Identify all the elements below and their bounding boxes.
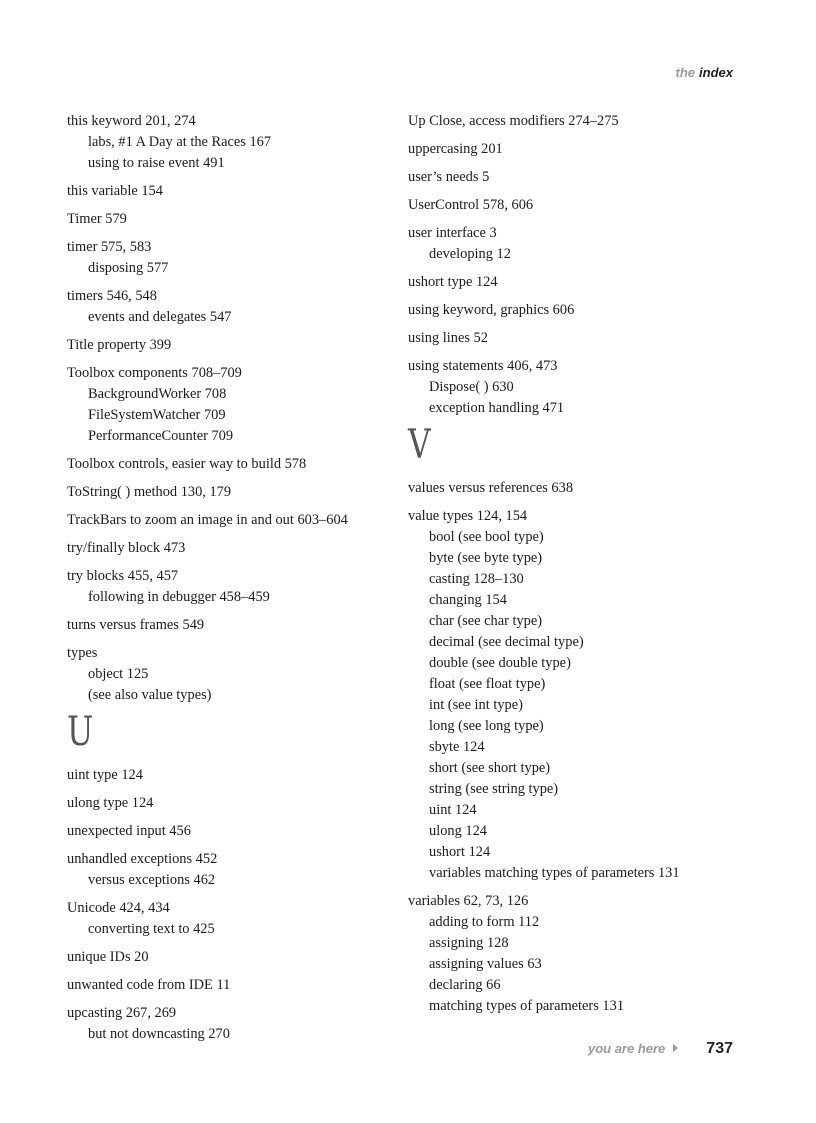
index-subentry: assigning 128 bbox=[429, 935, 509, 951]
index-entry bbox=[67, 538, 387, 559]
index-term: UserControl 578, 606 bbox=[408, 197, 534, 213]
index-term: value types 124, 154 bbox=[408, 508, 528, 524]
index-entry bbox=[67, 237, 387, 279]
index-term: try blocks 455, 457 bbox=[67, 568, 179, 584]
index-subentry: byte (see byte type) bbox=[429, 550, 543, 566]
index-term: TrackBars to zoom an image in and out 603–604 bbox=[67, 512, 348, 528]
section-letter: U bbox=[67, 709, 94, 755]
index-subentry: assigning values 63 bbox=[429, 956, 542, 972]
index-term: this keyword 201, 274 bbox=[67, 113, 196, 129]
index-entry bbox=[67, 363, 387, 447]
index-entry bbox=[67, 947, 387, 968]
index-term: using lines 52 bbox=[408, 330, 488, 346]
index-subentry: disposing 577 bbox=[88, 260, 169, 276]
index-subentry: versus exceptions 462 bbox=[88, 872, 216, 888]
index-subentry: Dispose( ) 630 bbox=[429, 379, 514, 395]
index-entry bbox=[67, 181, 387, 202]
index-entry bbox=[67, 898, 387, 940]
index-subentry: FileSystemWatcher 709 bbox=[88, 407, 226, 423]
index-entry bbox=[67, 335, 387, 356]
index-term: upcasting 267, 269 bbox=[67, 1005, 177, 1021]
index-subentry: uint 124 bbox=[429, 802, 477, 818]
index-term: timers 546, 548 bbox=[67, 288, 157, 304]
index-subentry: int (see int type) bbox=[429, 697, 523, 713]
index-subentry: PerformanceCounter 709 bbox=[88, 428, 234, 444]
index-subentry: changing 154 bbox=[429, 592, 507, 608]
index-entry bbox=[408, 891, 748, 1017]
index-entry bbox=[408, 506, 748, 884]
index-entry bbox=[408, 167, 748, 188]
index-entry bbox=[67, 454, 387, 475]
index-column-right bbox=[408, 111, 748, 1024]
index-subentry: declaring 66 bbox=[429, 977, 501, 993]
index-subentry: char (see char type) bbox=[429, 613, 543, 629]
index-entry bbox=[408, 300, 748, 321]
running-header bbox=[676, 65, 733, 80]
index-subentry: sbyte 124 bbox=[429, 739, 485, 755]
index-subentry: ulong 124 bbox=[429, 823, 487, 839]
index-entry bbox=[408, 139, 748, 160]
index-subentry: using to raise event 491 bbox=[88, 155, 225, 171]
index-entry bbox=[408, 195, 748, 216]
index-subentry: short (see short type) bbox=[429, 760, 551, 776]
index-term: this variable 154 bbox=[67, 183, 163, 199]
index-subentry: string (see string type) bbox=[429, 781, 559, 797]
index-entry bbox=[67, 849, 387, 891]
header-the: the bbox=[675, 65, 696, 80]
index-subentry: casting 128–130 bbox=[429, 571, 524, 587]
index-term: Up Close, access modifiers 274–275 bbox=[408, 113, 619, 129]
index-subentry: ushort 124 bbox=[429, 844, 491, 860]
you-are-here-label: you are here bbox=[587, 1041, 666, 1056]
index-entry bbox=[67, 793, 387, 814]
index-term: ushort type 124 bbox=[408, 274, 498, 290]
index-term: ulong type 124 bbox=[67, 795, 154, 811]
index-term: Toolbox components 708–709 bbox=[67, 365, 242, 381]
index-term: user’s needs 5 bbox=[408, 169, 490, 185]
index-term: Toolbox controls, easier way to build 578 bbox=[67, 456, 307, 472]
index-term: Unicode 424, 434 bbox=[67, 900, 170, 916]
page-number: 737 bbox=[706, 1040, 733, 1057]
index-column-left bbox=[67, 111, 387, 1052]
page-footer bbox=[588, 1040, 733, 1058]
index-entry bbox=[408, 272, 748, 293]
index-subentry: labs, #1 A Day at the Races 167 bbox=[88, 134, 272, 150]
arrow-right-icon bbox=[673, 1044, 678, 1052]
index-term: try/finally block 473 bbox=[67, 540, 186, 556]
index-entry bbox=[67, 111, 387, 174]
index-subentry: but not downcasting 270 bbox=[88, 1026, 230, 1042]
index-entry bbox=[67, 615, 387, 636]
index-subentry: BackgroundWorker 708 bbox=[88, 386, 227, 402]
index-term: timer 575, 583 bbox=[67, 239, 152, 255]
index-subentry: following in debugger 458–459 bbox=[88, 589, 270, 605]
index-term: values versus references 638 bbox=[408, 480, 574, 496]
index-term: unhandled exceptions 452 bbox=[67, 851, 218, 867]
index-entry bbox=[67, 209, 387, 230]
index-entry bbox=[408, 223, 748, 265]
index-term: types bbox=[67, 645, 98, 661]
index-entry bbox=[67, 821, 387, 842]
index-entry bbox=[67, 975, 387, 996]
index-subentry: bool (see bool type) bbox=[429, 529, 544, 545]
index-subentry: adding to form 112 bbox=[429, 914, 540, 930]
index-term: unique IDs 20 bbox=[67, 949, 149, 965]
index-term: Timer 579 bbox=[67, 211, 127, 227]
index-entry bbox=[408, 328, 748, 349]
index-entry bbox=[67, 482, 387, 503]
index-entry bbox=[408, 478, 748, 499]
index-subentry: double (see double type) bbox=[429, 655, 571, 671]
index-term: uint type 124 bbox=[67, 767, 143, 783]
index-entry bbox=[408, 111, 748, 132]
section-letter: V bbox=[408, 422, 431, 468]
index-entry bbox=[67, 510, 387, 531]
index-subentry: float (see float type) bbox=[429, 676, 546, 692]
index-term: unexpected input 456 bbox=[67, 823, 191, 839]
index-entry bbox=[67, 286, 387, 328]
index-term: uppercasing 201 bbox=[408, 141, 503, 157]
index-entry bbox=[67, 643, 387, 706]
index-term: unwanted code from IDE 11 bbox=[67, 977, 231, 993]
index-subentry: developing 12 bbox=[429, 246, 511, 262]
index-subentry: variables matching types of parameters 131 bbox=[429, 865, 680, 881]
index-term: user interface 3 bbox=[408, 225, 497, 241]
header-index: index bbox=[699, 65, 733, 80]
index-term: variables 62, 73, 126 bbox=[408, 893, 529, 909]
index-entry bbox=[67, 765, 387, 786]
index-term: using statements 406, 473 bbox=[408, 358, 558, 374]
index-subentry: object 125 bbox=[88, 666, 149, 682]
index-subentry: converting text to 425 bbox=[88, 921, 215, 937]
index-subentry: events and delegates 547 bbox=[88, 309, 232, 325]
index-subentry: long (see long type) bbox=[429, 718, 544, 734]
index-subentry: (see also value types) bbox=[88, 687, 212, 703]
index-entry bbox=[67, 1003, 387, 1045]
index-subentry: matching types of parameters 131 bbox=[429, 998, 625, 1014]
index-subentry: exception handling 471 bbox=[429, 400, 565, 416]
index-entry bbox=[408, 356, 748, 419]
index-term: ToString( ) method 130, 179 bbox=[67, 484, 232, 500]
index-term: turns versus frames 549 bbox=[67, 617, 205, 633]
index-entry bbox=[67, 566, 387, 608]
index-term: Title property 399 bbox=[67, 337, 172, 353]
index-term: using keyword, graphics 606 bbox=[408, 302, 575, 318]
index-subentry: decimal (see decimal type) bbox=[429, 634, 584, 650]
